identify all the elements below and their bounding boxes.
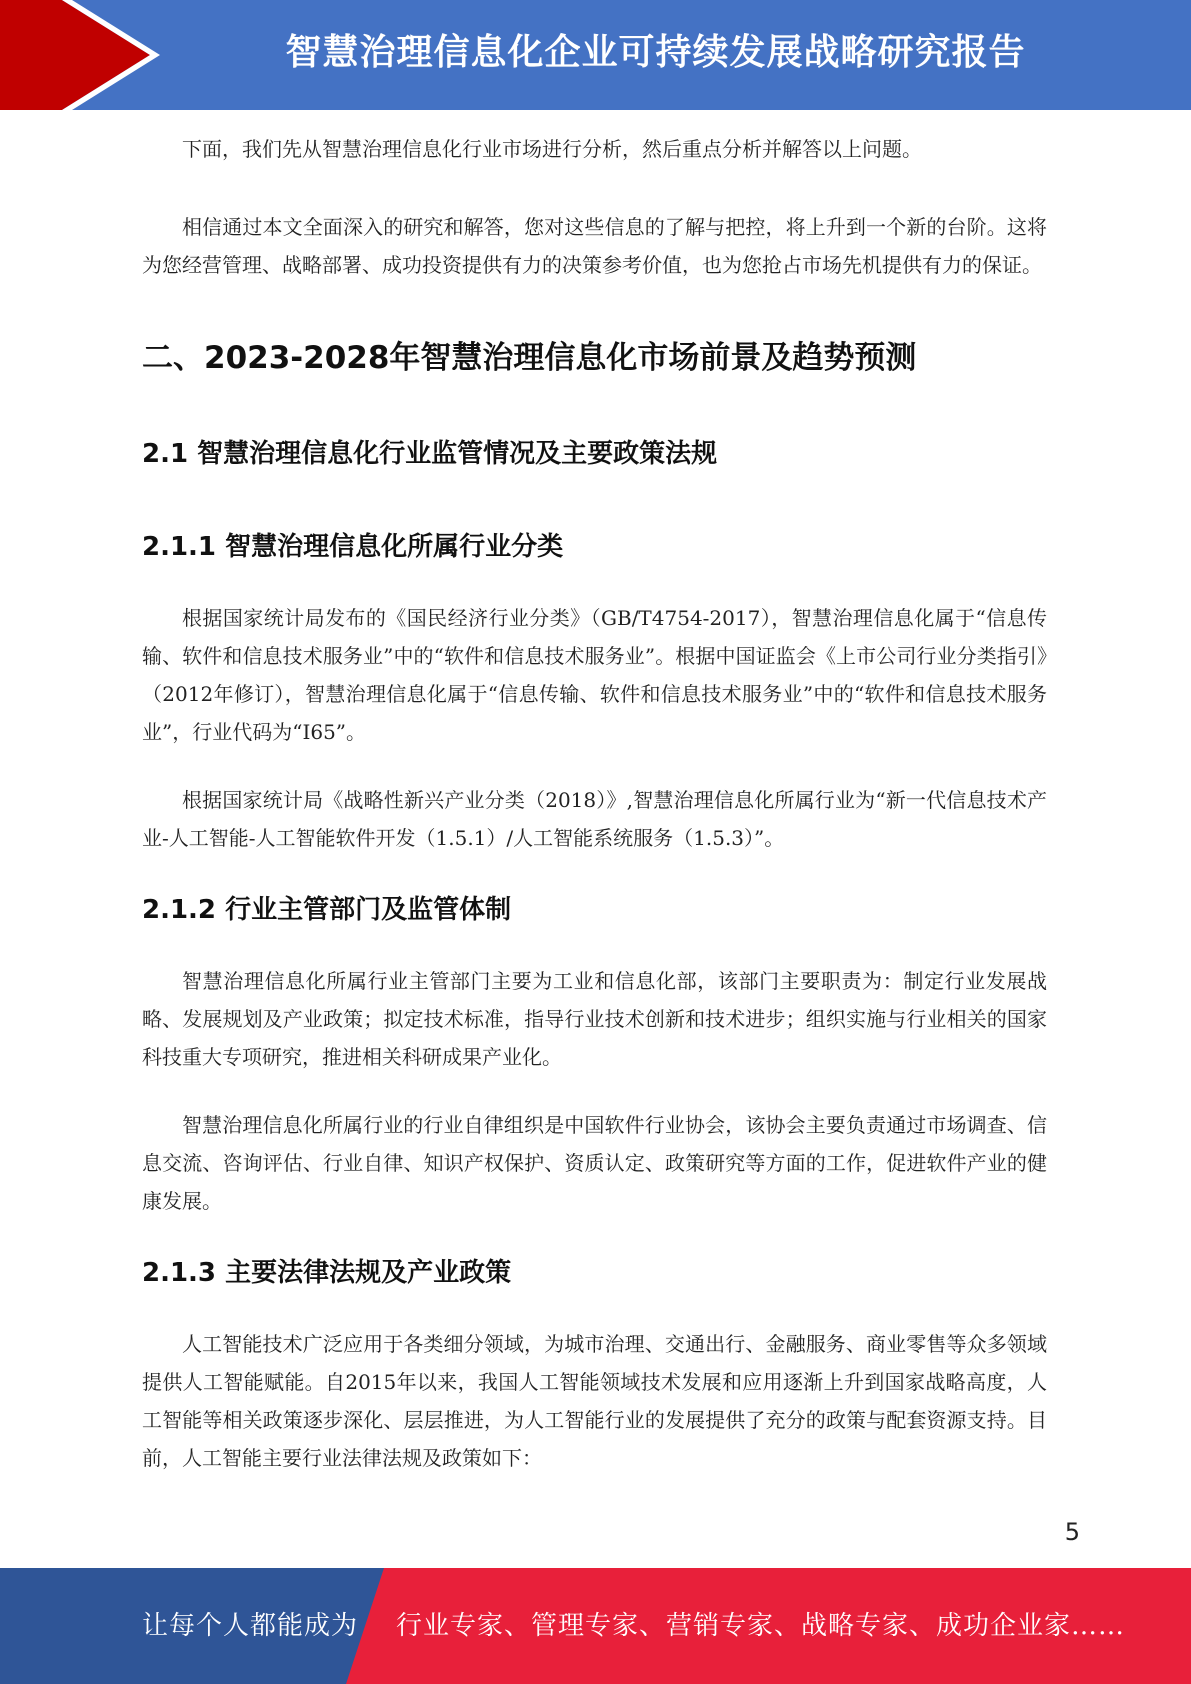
section-2-1-2-heading: 2.1.2 行业主管部门及监管体制 — [142, 895, 512, 925]
footer-slogan-left: 让每个人都能成为 — [142, 1611, 359, 1641]
page-header — [0, 0, 1191, 110]
report-title: 智慧治理信息化企业可持续发展战略研究报告 — [285, 32, 1026, 73]
page-number: 5 — [1064, 1518, 1080, 1546]
intro-paragraph-1: 下面，我们先从智慧治理信息化行业市场进行分析，然后重点分析并解答以上问题。 — [182, 137, 922, 161]
paragraph-industry-classification: 根据国家统计局发布的《国民经济行业分类》（GB/T4754-2017），智慧治理信息化属于“信息传输、软件和信息技术服务业”中的“软件和信息技术服务业”。根据中国证监会《上市公司行业分类指引》（2012年修订），智慧治理信息化属于“信息传输、软件和信息技术服务业”中的“软件和信息技术服务业”，行业代码为“I65”。 — [142, 606, 1047, 744]
footer-slogan-right: 行业专家、管理专家、营销专家、战略专家、成功企业家…… — [396, 1611, 1126, 1641]
section-2-1-heading: 2.1 智慧治理信息化行业监管情况及主要政策法规 — [142, 439, 718, 469]
section-2-heading: 二、2023-2028年智慧治理信息化市场前景及趋势预测 — [142, 340, 917, 376]
section-2-1-1-heading: 2.1.1 智慧治理信息化所属行业分类 — [142, 532, 564, 562]
paragraph-regulator: 智慧治理信息化所属行业主管部门主要为工业和信息化部，该部门主要职责为：制定行业发展战略、发展规划及产业政策；拟定技术标准，指导行业技术创新和技术进步；组织实施与行业相关的国家科技重大专项研究，推进相关科研成果产业化。 — [142, 969, 1047, 1069]
intro-paragraph-2: 相信通过本文全面深入的研究和解答，您对这些信息的了解与把控，将上升到一个新的台阶。这将为您经营管理、战略部署、成功投资提供有力的决策参考价值，也为您抢占市场先机提供有力的保证。 — [142, 215, 1047, 277]
section-2-1-3-heading: 2.1.3 主要法律法规及产业政策 — [142, 1258, 512, 1288]
document-body — [142, 130, 1047, 1477]
paragraph-self-regulatory-org: 智慧治理信息化所属行业的行业自律组织是中国软件行业协会，该协会主要负责通过市场调查、信息交流、咨询评估、行业自律、知识产权保护、资质认定、政策研究等方面的工作，促进软件产业的健康发展。 — [142, 1113, 1047, 1213]
page-footer — [0, 1568, 1191, 1684]
paragraph-laws-policies: 人工智能技术广泛应用于各类细分领域，为城市治理、交通出行、金融服务、商业零售等众多领域提供人工智能赋能。自2015年以来，我国人工智能领域技术发展和应用逐渐上升到国家战略高度，人工智能等相关政策逐步深化、层层推进，为人工智能行业的发展提供了充分的政策与配套资源支持。目前，人工智能主要行业法律法规及政策如下： — [142, 1332, 1047, 1470]
paragraph-strategic-industry: 根据国家统计局《战略性新兴产业分类（2018）》,智慧治理信息化所属行业为“新一代信息技术产业-人工智能-人工智能软件开发（1.5.1）/人工智能系统服务（1.5.3）”。 — [142, 788, 1047, 850]
